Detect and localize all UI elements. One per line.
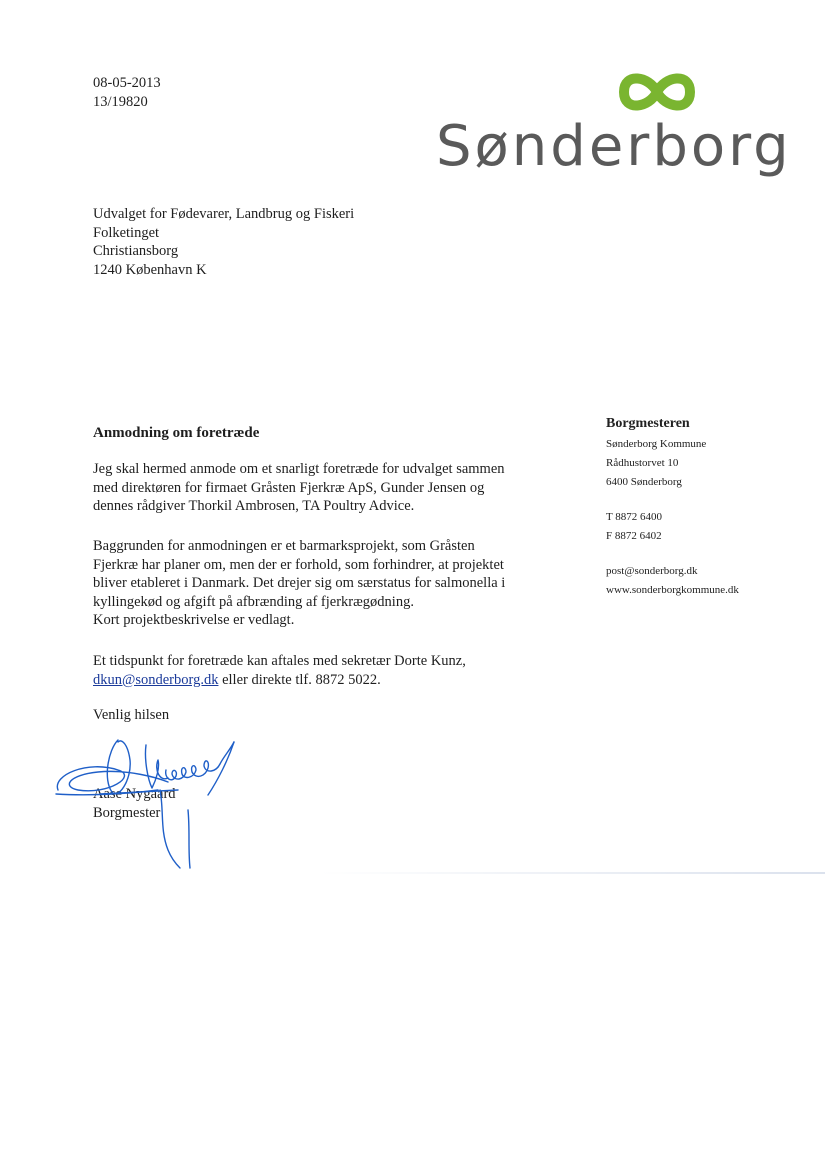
logo-wordmark: Sønderborg bbox=[436, 114, 792, 179]
paragraph-line: Jeg skal hermed anmode om et snarligt foretræde for udvalget sammen bbox=[93, 461, 505, 477]
paragraph-line: bliver etableret i Danmark. Det drejer sig om særstatus for salmonella i bbox=[93, 575, 506, 591]
paragraph-line: med direktøren for firmaet Gråsten Fjerkræ ApS, Gunder Jensen og bbox=[93, 479, 485, 496]
recipient-line: Udvalget for Fødevarer, Landbrug og Fiskeri bbox=[93, 206, 355, 222]
paragraph-line-with-email bbox=[93, 671, 553, 690]
paragraph-line-rest: eller direkte tlf. 8872 5022. bbox=[218, 671, 381, 688]
recipient-line: 1240 København K bbox=[93, 261, 207, 278]
case-number: 13/19820 bbox=[93, 93, 148, 110]
paragraph-line: Fjerkræ har planer om, men der er forhold, som forhindrer, at projektet bbox=[93, 556, 504, 573]
paragraph-request bbox=[93, 460, 553, 516]
paragraph-line: kyllingekød og afgift på afbrænding af fjerkrægødning. bbox=[93, 593, 414, 610]
infinity-logo-icon bbox=[612, 62, 702, 122]
letter-date: 08-05-2013 bbox=[93, 75, 161, 91]
paragraph-contact bbox=[93, 652, 553, 689]
recipient-line: Christiansborg bbox=[93, 243, 179, 259]
signer-title: Borgmester bbox=[93, 804, 161, 821]
paragraph-background bbox=[93, 537, 553, 630]
letter-subject: Anmodning om foretræde bbox=[93, 425, 260, 441]
closing-greeting: Venlig hilsen bbox=[93, 707, 170, 723]
paragraph-line: Baggrunden for anmodningen er et barmarksprojekt, som Gråsten bbox=[93, 538, 475, 554]
sidebar-website[interactable]: www.sonderborgkommune.dk bbox=[606, 584, 739, 596]
sonderborg-logo bbox=[430, 62, 790, 192]
paragraph-line: Et tidspunkt for foretræde kan aftales med sekretær Dorte Kunz, bbox=[93, 653, 466, 669]
handwritten-signature bbox=[48, 720, 248, 870]
paragraph-line: Kort projektbeskrivelse er vedlagt. bbox=[93, 612, 295, 628]
scan-artifact-line bbox=[320, 872, 825, 874]
sidebar-email[interactable]: post@sonderborg.dk bbox=[606, 565, 698, 577]
letter-header-reference bbox=[93, 74, 161, 111]
sender-contact-sidebar bbox=[606, 414, 739, 600]
recipient-line: Folketinget bbox=[93, 224, 160, 241]
secretary-email-link[interactable]: dkun@sonderborg.dk bbox=[93, 671, 219, 688]
sidebar-title: Borgmesteren bbox=[606, 416, 690, 431]
paragraph-line: dennes rådgiver Thorkil Ambrosen, TA Poultry Advice. bbox=[93, 498, 415, 514]
sidebar-organization: Sønderborg Kommune bbox=[606, 438, 707, 450]
sidebar-city: 6400 Sønderborg bbox=[606, 476, 682, 488]
signer-name: Aase Nygaard bbox=[93, 786, 176, 802]
sidebar-fax: F 8872 6402 bbox=[606, 530, 662, 542]
recipient-address bbox=[93, 205, 354, 279]
sidebar-phone: T 8872 6400 bbox=[606, 511, 663, 523]
sidebar-street: Rådhustorvet 10 bbox=[606, 457, 679, 469]
